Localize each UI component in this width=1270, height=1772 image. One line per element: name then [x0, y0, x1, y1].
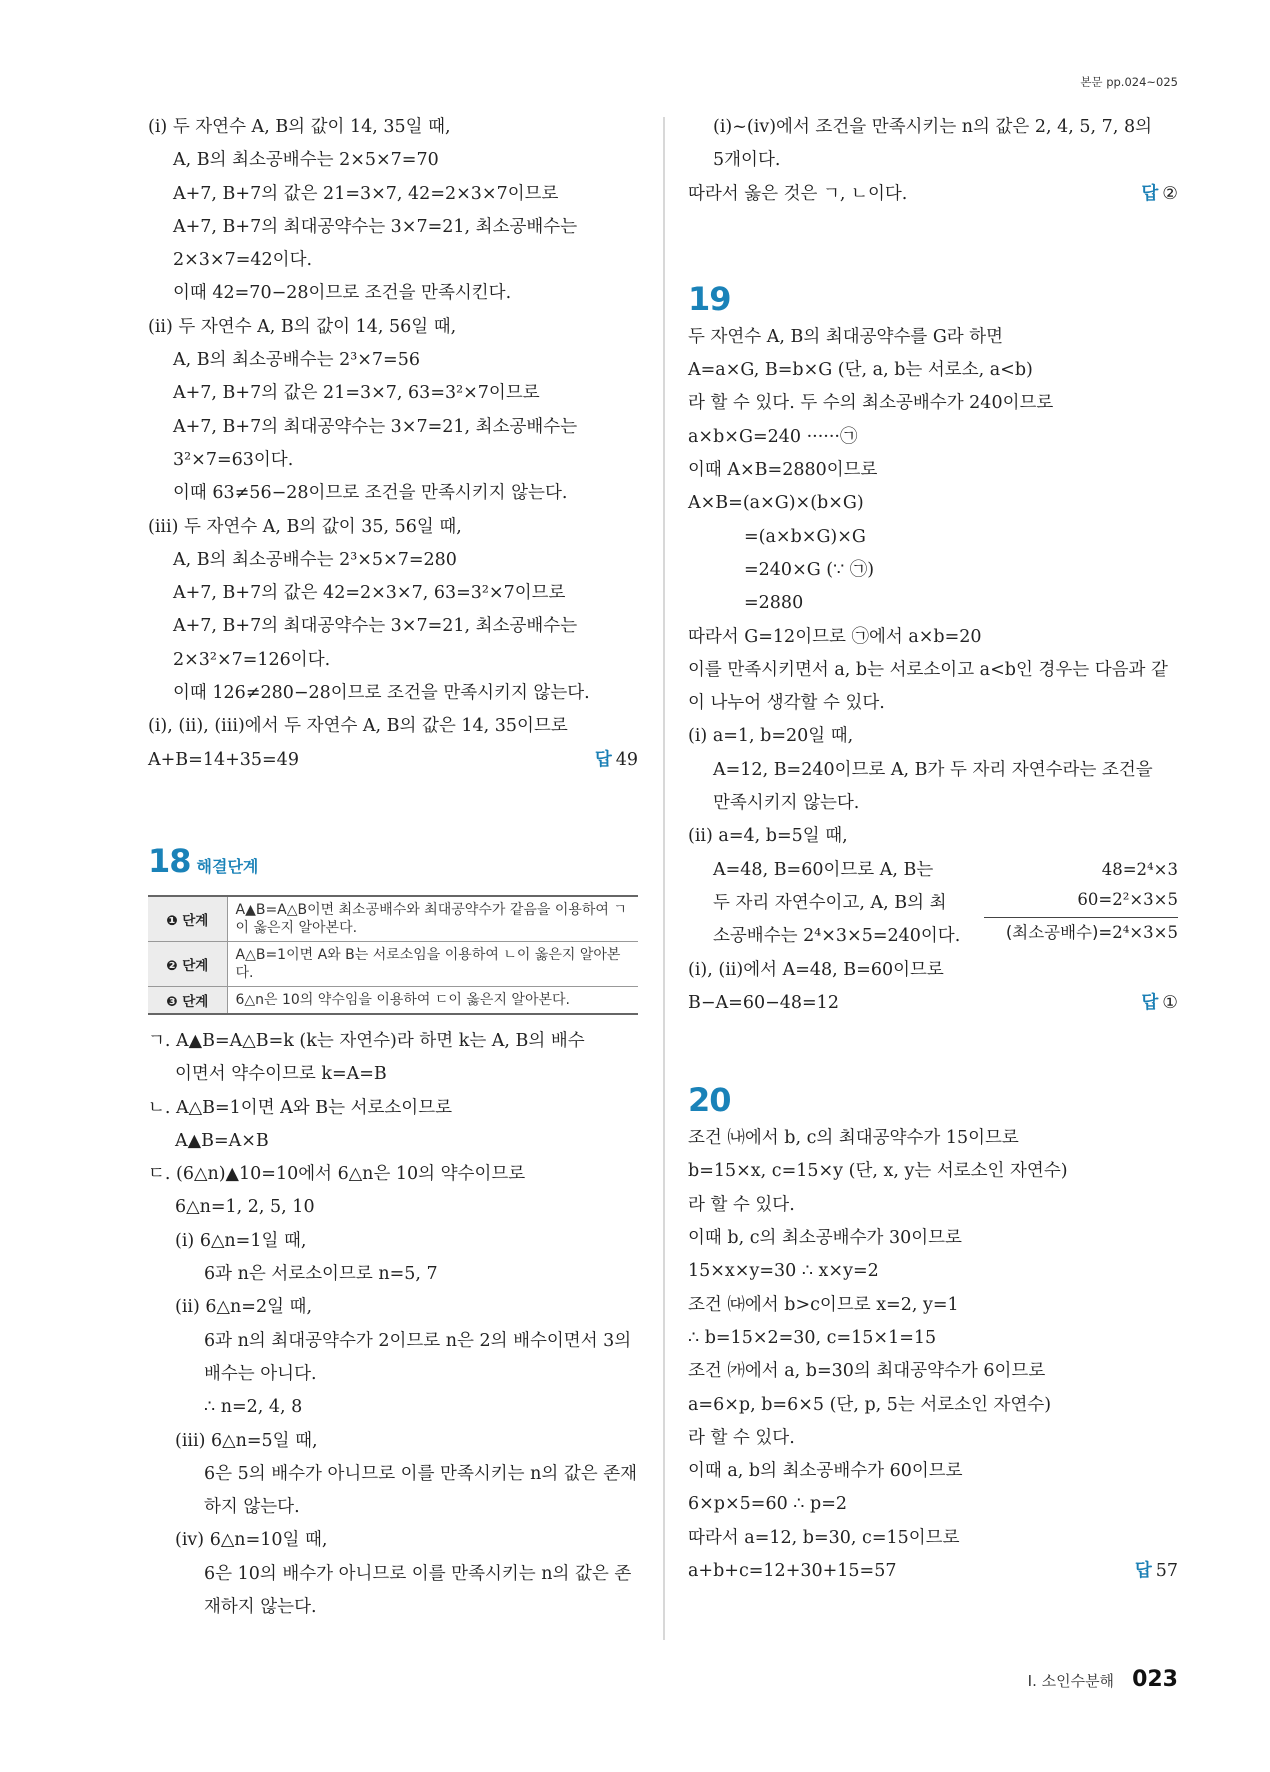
text-line: (i) 6△n=1일 때, — [175, 1230, 307, 1251]
text-line: 배수는 아니다. — [204, 1363, 317, 1384]
text-line: 5개이다. — [713, 150, 781, 171]
text-line: 두 자리 자연수이고, A, B의 최 — [713, 892, 947, 913]
text-line: A+7, B+7의 값은 21=3×7, 63=3²×7이므로 — [173, 383, 540, 404]
answer-mark: 답 49 — [594, 749, 638, 770]
step-label: ❸ 단계 — [148, 986, 227, 1014]
text-line: 하지 않는다. — [204, 1497, 300, 1518]
text-line: (iii) 두 자연수 A, B의 값이 35, 56일 때, — [148, 516, 462, 537]
text-line: 라 할 수 있다. 두 수의 최소공배수가 240이므로 — [688, 393, 1054, 414]
text-line: ㄱ. A▲B=A△B=k (k는 자연수)라 하면 k는 A, B의 배수 — [148, 1030, 585, 1051]
answer-mark: 답 57 — [1134, 1560, 1178, 1581]
text-line: 따라서 G=12이므로 ㉠에서 a×b=20 — [688, 626, 982, 647]
lcm-calculation — [984, 855, 1178, 948]
left-column — [148, 111, 638, 1624]
step-text: A△B=1이면 A와 B는 서로소임을 이용하여 ㄴ이 옳은지 알아본다. — [235, 946, 621, 981]
step-label: ❶ 단계 — [148, 896, 227, 942]
text-line: 6과 n은 서로소이므로 n=5, 7 — [204, 1264, 438, 1285]
step-label: ❷ 단계 — [148, 941, 227, 986]
page-footer — [1028, 1667, 1178, 1692]
problem-17-solution-continued — [148, 111, 638, 777]
text-line: A=12, B=240이므로 A, B가 두 자리 자연수라는 조건을 — [713, 759, 1153, 780]
text-line: 소공배수는 2⁴×3×5=240이다. — [713, 926, 961, 947]
text-line: 조건 ㈐에서 b>c이므로 x=2, y=1 — [688, 1294, 959, 1315]
solution-steps-table — [148, 895, 638, 1015]
text-line: (i) 두 자연수 A, B의 값이 14, 35일 때, — [148, 117, 451, 137]
text-line: A=48, B=60이므로 A, B는 — [713, 859, 934, 880]
text-line: 이때 126≠280−28이므로 조건을 만족시키지 않는다. — [173, 683, 590, 704]
text-line: 이 나누어 생각할 수 있다. — [688, 693, 885, 714]
text-line: 이때 A×B=2880이므로 — [688, 460, 878, 481]
text-line: 재하지 않는다. — [204, 1596, 317, 1617]
text-line: 조건 ㈎에서 a, b=30의 최대공약수가 6이므로 — [688, 1361, 1046, 1382]
problem-subtitle: 해결단계 — [196, 856, 259, 876]
text-line: 라 할 수 있다. — [688, 1194, 795, 1215]
page-number: 023 — [1132, 1667, 1178, 1692]
factorization-48: 48=2⁴×3 — [1101, 859, 1178, 879]
problem-number: 19 — [688, 279, 731, 318]
answer-mark: 답 ① — [1141, 992, 1178, 1013]
text-line: 따라서 a=12, b=30, c=15이므로 — [688, 1527, 960, 1548]
text-line: (iii) 6△n=5일 때, — [175, 1430, 318, 1451]
text-line: B−A=60−48=12 답 ① — [688, 987, 1178, 1020]
lcm-result: (최소공배수)=2⁴×3×5 — [1005, 922, 1178, 942]
text-line: 이때 42=70−28이므로 조건을 만족시킨다. — [173, 283, 512, 304]
text-line: 따라서 옳은 것은 ㄱ, ㄴ이다. 답 ② — [688, 178, 1178, 211]
text-line: 이를 만족시키면서 a, b는 서로소이고 a<b인 경우는 다음과 같 — [688, 659, 1168, 680]
text-line: b=15×x, c=15×y (단, x, y는 서로소인 자연수) — [688, 1161, 1068, 1182]
text-line: 두 자연수 A, B의 최대공약수를 G라 하면 — [688, 326, 1004, 347]
text-line: 만족시키지 않는다. — [713, 793, 860, 814]
text-line: (i), (ii), (iii)에서 두 자연수 A, B의 값은 14, 35이므로 — [148, 716, 568, 737]
problem-19-heading — [688, 277, 1178, 321]
text-line: A=a×G, B=b×G (단, a, b는 서로소, a<b) — [688, 360, 1033, 381]
text-line: 2×3²×7=126이다. — [173, 649, 331, 670]
chapter-title: Ⅰ. 소인수분해 — [1027, 1672, 1115, 1690]
text-line: (ii) a=4, b=5일 때, — [688, 826, 848, 847]
text-line: =240×G (∵ ㉠) — [744, 559, 875, 580]
text-line: a+b+c=12+30+15=57 답 57 — [688, 1555, 1178, 1588]
text-line: A, B의 최소공배수는 2³×7=56 — [173, 350, 420, 371]
factorization-60: 60=2²×3×5 — [1077, 889, 1178, 909]
problem-number: 18 — [148, 841, 191, 880]
problem-18-solution-continued — [688, 111, 1178, 211]
text-line: A+7, B+7의 값은 21=3×7, 42=2×3×7이므로 — [173, 183, 559, 204]
text-line: 6과 n의 최대공약수가 2이므로 n은 2의 배수이면서 3의 — [204, 1330, 632, 1351]
text-line: 조건 ㈏에서 b, c의 최대공약수가 15이므로 — [688, 1128, 1019, 1149]
text-line: (ii) 6△n=2일 때, — [175, 1297, 313, 1318]
text-line: (i), (ii)에서 A=48, B=60이므로 — [688, 959, 944, 980]
text-line: (iv) 6△n=10일 때, — [175, 1530, 328, 1551]
step-row — [148, 941, 638, 986]
text-line: A, B의 최소공배수는 2×5×7=70 — [173, 150, 439, 171]
problem-number: 20 — [688, 1081, 731, 1120]
text-line: 6△n=1, 2, 5, 10 — [175, 1197, 315, 1218]
text-line: 라 할 수 있다. — [688, 1427, 795, 1448]
text-line: 6은 5의 배수가 아니므로 이를 만족시키는 n의 값은 존재 — [204, 1463, 638, 1484]
problem-20-solution — [688, 1122, 1178, 1588]
problem-19-conclusion — [688, 954, 1178, 1021]
text-line: 15×x×y=30 ∴ x×y=2 — [688, 1261, 879, 1282]
case-2-block — [688, 854, 1178, 954]
step-row — [148, 986, 638, 1014]
step-text: A▲B=A△B이면 최소공배수와 최대공약수가 같음을 이용하여 ㄱ이 옳은지 알아본다. — [235, 901, 627, 936]
text-line: 이면서 약수이므로 k=A=B — [175, 1064, 387, 1085]
text-line: 이때 a, b의 최소공배수가 60이므로 — [688, 1461, 963, 1482]
text-line: A+7, B+7의 최대공약수는 3×7=21, 최소공배수는 — [173, 216, 578, 237]
text-line: (i) a=1, b=20일 때, — [688, 726, 854, 747]
text-line: A×B=(a×G)×(b×G) — [688, 493, 864, 514]
text-line: 6×p×5=60 ∴ p=2 — [688, 1494, 847, 1515]
running-header: 본문 pp.024~025 — [1080, 75, 1178, 89]
problem-18-solution — [148, 1025, 638, 1624]
text-line: A, B의 최소공배수는 2³×5×7=280 — [173, 549, 457, 570]
text-line: 6은 10의 배수가 아니므로 이를 만족시키는 n의 값은 존 — [204, 1563, 632, 1584]
text-line: 3²×7=63이다. — [173, 449, 294, 470]
problem-18-heading — [148, 839, 638, 883]
text-line: A+7, B+7의 값은 42=2×3×7, 63=3²×7이므로 — [173, 583, 566, 604]
step-row — [148, 896, 638, 942]
text-line: A+7, B+7의 최대공약수는 3×7=21, 최소공배수는 — [173, 416, 578, 437]
text-line: ∴ n=2, 4, 8 — [204, 1397, 303, 1418]
text-line: a×b×G=240 ······㉠ — [688, 426, 858, 447]
text-line: =(a×b×G)×G — [744, 526, 866, 547]
text-line: (i)~(iv)에서 조건을 만족시키는 n의 값은 2, 4, 5, 7, 8의 — [713, 117, 1152, 137]
text-line: 이때 63≠56−28이므로 조건을 만족시키지 않는다. — [173, 483, 568, 504]
text-line: 이때 b, c의 최소공배수가 30이므로 — [688, 1228, 962, 1249]
problem-19-solution — [688, 321, 1178, 854]
text-line: ∴ b=15×2=30, c=15×1=15 — [688, 1327, 937, 1348]
text-line: =2880 — [744, 593, 804, 614]
step-text: 6△n은 10의 약수임을 이용하여 ㄷ이 옳은지 알아본다. — [235, 991, 570, 1008]
right-column — [688, 111, 1178, 1588]
text-line: 2×3×7=42이다. — [173, 250, 313, 271]
problem-20-heading — [688, 1078, 1178, 1122]
text-line: A+B=14+35=49 답 49 — [148, 744, 638, 777]
text-line: A▲B=A×B — [175, 1130, 269, 1151]
column-divider — [663, 117, 665, 1640]
text-line: A+7, B+7의 최대공약수는 3×7=21, 최소공배수는 — [173, 616, 578, 637]
text-line: ㄷ. (6△n)▲10=10에서 6△n은 10의 약수이므로 — [148, 1164, 526, 1185]
text-line: (ii) 두 자연수 A, B의 값이 14, 56일 때, — [148, 316, 457, 337]
answer-mark: 답 ② — [1141, 183, 1178, 204]
text-line: a=6×p, b=6×5 (단, p, 5는 서로소인 자연수) — [688, 1394, 1052, 1415]
text-line: ㄴ. A△B=1이면 A와 B는 서로소이므로 — [148, 1097, 453, 1118]
